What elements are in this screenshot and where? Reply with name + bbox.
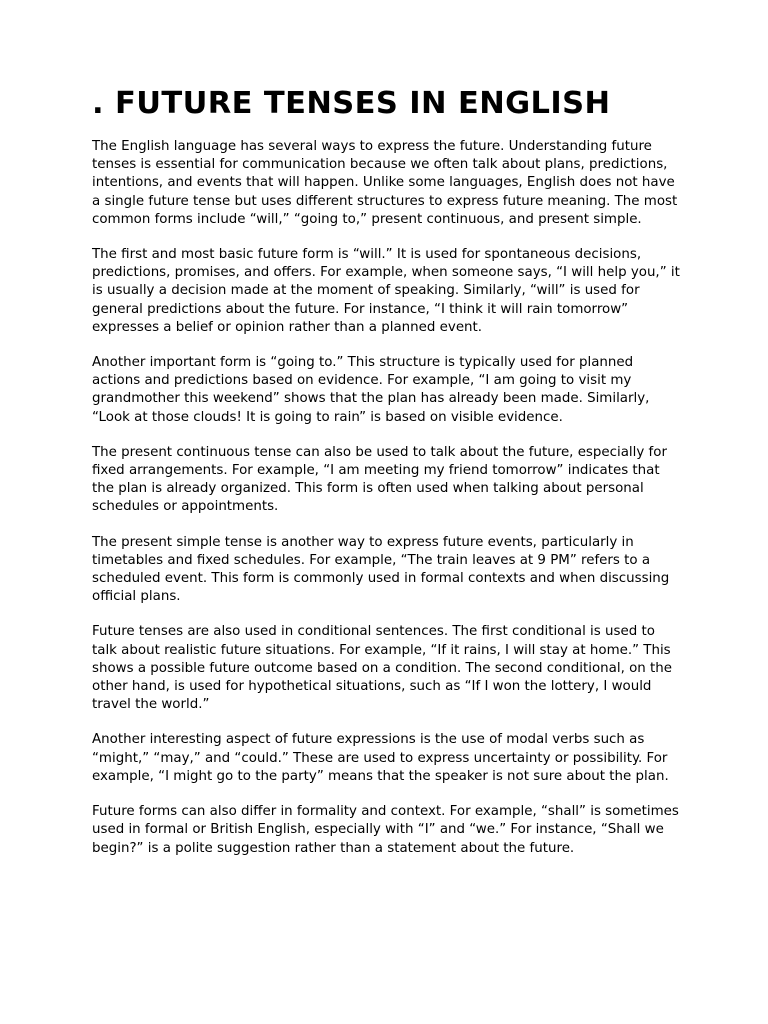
paragraph-modal-verbs: Another interesting aspect of future expressions is the use of modal verbs such as “might,” “may,” and “could.” These are used to express uncertainty or possibility. For example, “I might go to the party” means that the speaker is not sure about the plan. — [92, 732, 669, 784]
paragraph-present-simple: The present simple tense is another way to express future events, particularly in timetables and fixed schedules. For example, “The train leaves at 9 PM” refers to a scheduled event. This form is commonly used in formal contexts and when discussing official plans. — [92, 534, 670, 605]
paragraph-conditionals: Future tenses are also used in conditional sentences. The first conditional is used to talk about realistic future situations. For example, “If it rains, I will stay at home.” This shows a possible future outcome based on a condition. The second conditional, on the other hand, is used for hypothetical situations, such as “If I won the lottery, I would travel the world.” — [92, 624, 672, 713]
paragraph-introduction: The English language has several ways to express the future. Understanding future tenses is essential for communication because we often talk about plans, predictions, intentions, and events that will happen. Unlike some languages, English does not have a single future tense but uses different structures to express future meaning. The most common forms include “will,” “going to,” present continuous, and present simple. — [92, 139, 678, 227]
paragraph-going-to: Another important form is “going to.” This structure is typically used for planned actions and predictions based on evidence. For example, “I am going to visit my grandmother this weekend” shows that the plan has already been made. Similarly, “Look at those clouds! It is going to rain” is based on visible evidence. — [92, 355, 650, 425]
paragraph-present-continuous: The present continuous tense can also be used to talk about the future, especially for fixed arrangements. For example, “I am meeting my friend tomorrow” indicates that the plan is already organized. This form is often used when talking about personal schedules or appointments. — [92, 444, 667, 515]
paragraph-will: The first and most basic future form is “will.” It is used for spontaneous decisions, predictions, promises, and offers. For example, when someone says, “I will help you,” it is usually a decision made at the moment of speaking. Similarly, “will” is used for general predictions about the future. For instance, “I think it will rain tomorrow” expresses a belief or opinion rather than a planned event. — [92, 247, 680, 335]
paragraph-formality: Future forms can also differ in formality and context. For example, “shall” is sometimes used in formal or British English, especially with “I” and “we.” For instance, “Shall we begin?” is a polite suggestion rather than a statement about the future. — [92, 804, 679, 856]
document-page — [92, 86, 682, 875]
page-title: . FUTURE TENSES IN ENGLISH — [92, 86, 611, 121]
